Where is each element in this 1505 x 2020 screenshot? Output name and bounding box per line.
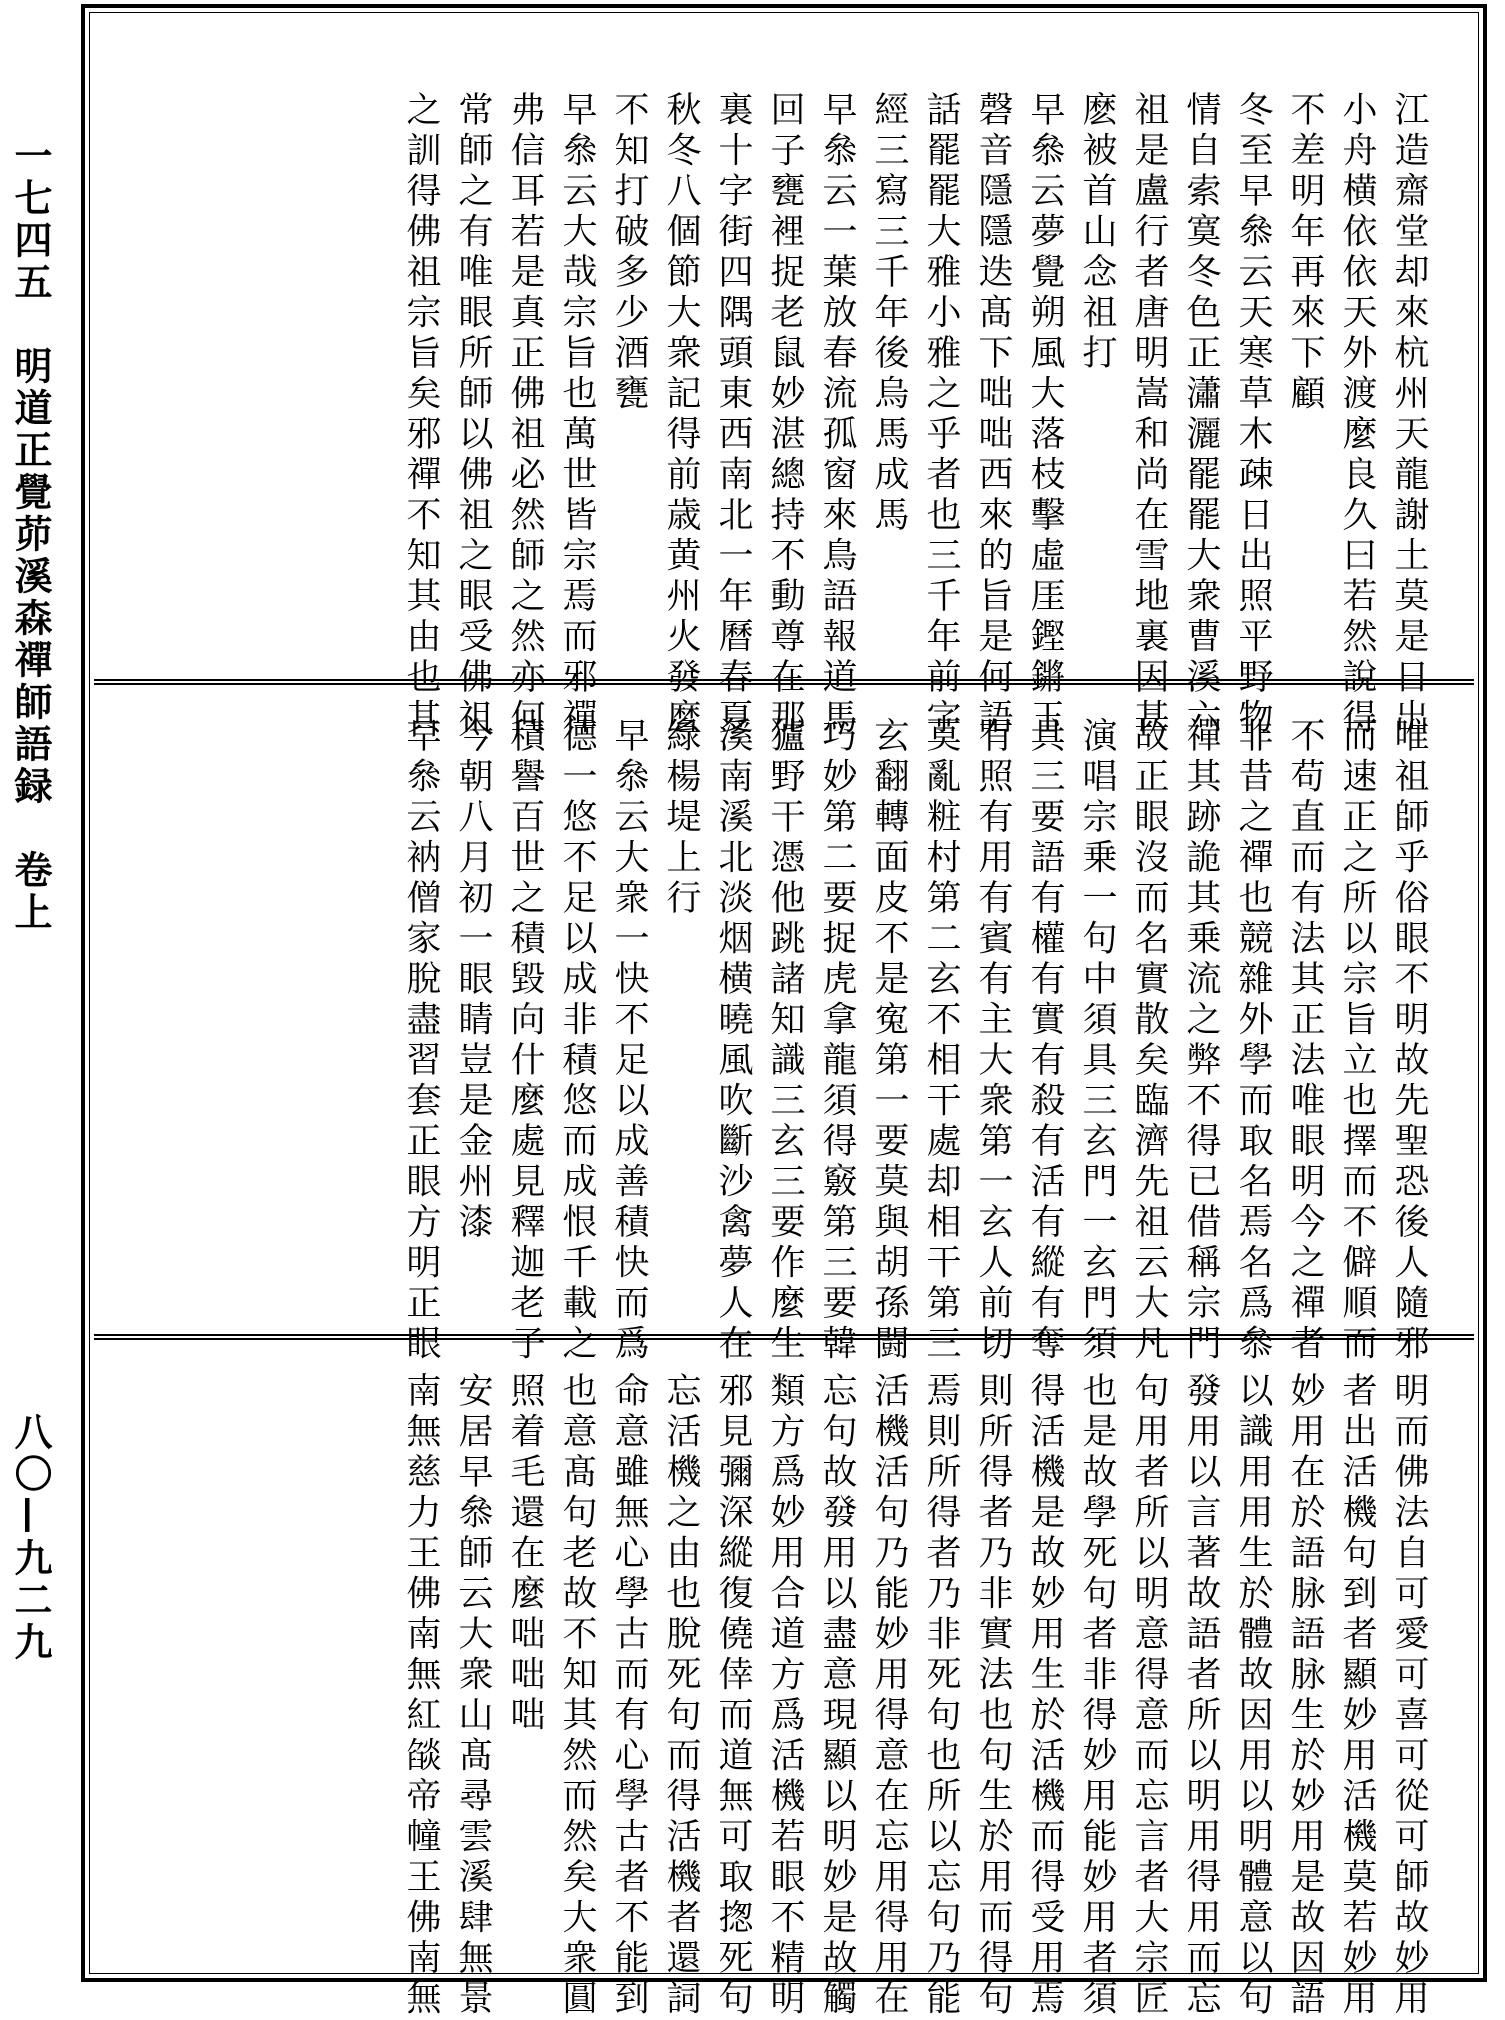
text-column: 經三寫三千年後烏馬成馬: [869, 91, 909, 537]
text-column: 弗信耳若是真正佛祖必然師之然亦何: [505, 91, 545, 739]
text-column: 常師之有唯眼所師以佛祖之眼受佛祖: [453, 91, 493, 739]
text-column: 早叅云夢覺朔風大落枝擊虛厓鏗鏘玉: [1025, 91, 1065, 739]
text-columns: [394, 1372, 1434, 2020]
text-column: 獹野干憑他跳諸知識三玄三要作麼生: [765, 717, 805, 1365]
text-column: 句用者所以明意得意而忘言者大宗匠: [1129, 1372, 1169, 2020]
text-column: 秋冬八個節大衆記得前歳黄州火發麼: [661, 91, 701, 739]
text-column: 也是故學死句者非得妙用能妙用者須: [1077, 1372, 1117, 2020]
text-column: 也意髙句老故不知其然而然矣大衆圓: [557, 1372, 597, 2020]
text-column: 德一悠不足以成非積悠而成恨千載之: [557, 717, 597, 1365]
text-column: 妙用在於語脉語脉生於妙用是故因語: [1285, 1372, 1325, 2020]
text-column: 唯祖師乎俗眼不明故先聖恐後人隨邪: [1389, 717, 1429, 1365]
text-column: 具三要語有權有實有殺有活有縱有奪: [1025, 717, 1065, 1365]
text-column: 莫亂粧村第二玄不相干處却相干第三: [921, 717, 961, 1365]
panel-middle: [94, 679, 1474, 1365]
text-column: 不苟直而有法其正法唯眼明今之禪者: [1285, 717, 1325, 1365]
text-column: 今朝八月初一眼睛豈是金州漆: [453, 717, 493, 1244]
text-column: 邪見彌深縱復僥倖而道無可取揔死句: [713, 1372, 753, 2020]
text-column: 早叅云衲僧家脫盡習套正眼方明正眼: [401, 717, 441, 1365]
text-column: 緑楊堤上行: [661, 717, 701, 920]
text-column: 者出活機句到者顯妙用活機莫若妙用: [1337, 1372, 1377, 2020]
text-column: 類方爲妙用合道方爲活機若眼不精明: [765, 1372, 805, 2020]
text-column: 以識用用生於體故因用以明體意以句: [1233, 1372, 1273, 2020]
text-column: 不知打破多少酒甕: [609, 91, 649, 415]
text-column: 則所得者乃非實法也句生於用而得句: [973, 1372, 1013, 2020]
text-column: 早叅云大哉宗旨也萬世皆宗焉而邪禪: [557, 91, 597, 739]
text-column: 積譽百世之積毀向什麼處見釋迦老子: [505, 717, 545, 1365]
text-column: 裏十字街四隅頭東西南北一年曆春夏: [713, 91, 753, 739]
text-column: 江造齋堂却來杭州天龍謝土莫是日出: [1389, 91, 1429, 739]
text-column: 命意雖無心學古而有心學古者不能到: [609, 1372, 649, 2020]
text-column: 發用以言著故語者所以明用得用而忘: [1181, 1372, 1221, 2020]
text-columns: [394, 91, 1434, 739]
text-column: 小舟横依依天外渡麼良久曰若然說得: [1337, 91, 1377, 739]
text-column: 而速正之所以宗旨立也擇而不僻順而: [1337, 717, 1377, 1365]
text-column: 忘句故發用以盡意現顯以明妙是故觸: [817, 1372, 857, 2020]
text-column: 焉則所得者乃非死句也所以忘句乃能: [921, 1372, 961, 2020]
panel-bottom: [94, 1334, 1474, 2020]
text-column: 得活機是故妙用生於活機而得受用焉: [1025, 1372, 1065, 2020]
text-column: 南無慈力王佛南無紅燄帝幢王佛南無: [401, 1372, 441, 2020]
text-column: 禪其跡詭其乗流之弊不得已借稱宗門: [1181, 717, 1221, 1365]
text-column: 情自索寞冬色正瀟灑罷罷大衆曹溪六: [1181, 91, 1221, 739]
text-column: 早叅云大衆一快不足以成善積快而爲: [609, 717, 649, 1365]
text-column: 巧妙第二要捉虎拿龍須得竅第三要韓: [817, 717, 857, 1365]
text-column: 非昔之禪也競雜外學而取名焉名爲叅: [1233, 717, 1273, 1365]
text-column: 話罷罷大雅小雅之乎者也三千年前字: [921, 91, 961, 739]
text-column: 演唱宗乗一句中須具三玄門一玄門須: [1077, 717, 1117, 1365]
text-column: 回子甕裡捉老鼠妙湛總持不動尊在那: [765, 91, 805, 739]
margin-title: 一七四五 明道正覺茆溪森禪師語録 卷上: [8, 136, 53, 934]
text-column: 活機活句乃能妙用得意在忘用得用在: [869, 1372, 909, 2020]
text-column: 照着毛還在麼咄咄咄: [505, 1372, 545, 1737]
text-column: 早叅云一葉放春流孤窗來鳥語報道馬: [817, 91, 857, 739]
text-column: 明而佛法自可愛可喜可從可師故妙用: [1389, 1372, 1429, 2020]
text-column: 麽被首山念祖打: [1077, 91, 1117, 375]
text-column: 故正眼沒而名實散矣臨濟先祖云大凡: [1129, 717, 1169, 1365]
panel-top: [94, 17, 1474, 739]
text-columns: [394, 717, 1434, 1365]
text-column: 不差明年再來下顧: [1285, 91, 1325, 415]
text-column: 忘活機之由也脫死句而得活機者還詞: [661, 1372, 701, 2020]
margin-page-number: 八〇—九二九: [8, 1412, 53, 1664]
page-frame: [81, 4, 1487, 2020]
text-column: 祖是盧行者唐明嵩和尚在雪地裏因甚: [1129, 91, 1169, 739]
text-column: 磬音隱隱迭髙下咄咄西來的旨是何語: [973, 91, 1013, 739]
text-column: 安居早叅師云大衆山髙尋雲溪肆無景: [453, 1372, 493, 2020]
text-column: 玄翻轉面皮不是寃第一要莫與胡孫闘: [869, 717, 909, 1365]
text-column: 冬至早叅云天寒草木疎日出照平野物: [1233, 91, 1273, 739]
text-column: 之訓得佛祖宗旨矣邪禪不知其由也其: [401, 91, 441, 739]
text-column: 溪南溪北淡烟横曉風吹斷沙禽夢人在: [713, 717, 753, 1365]
text-column: 有照有用有賓有主大衆第一玄人前切: [973, 717, 1013, 1365]
